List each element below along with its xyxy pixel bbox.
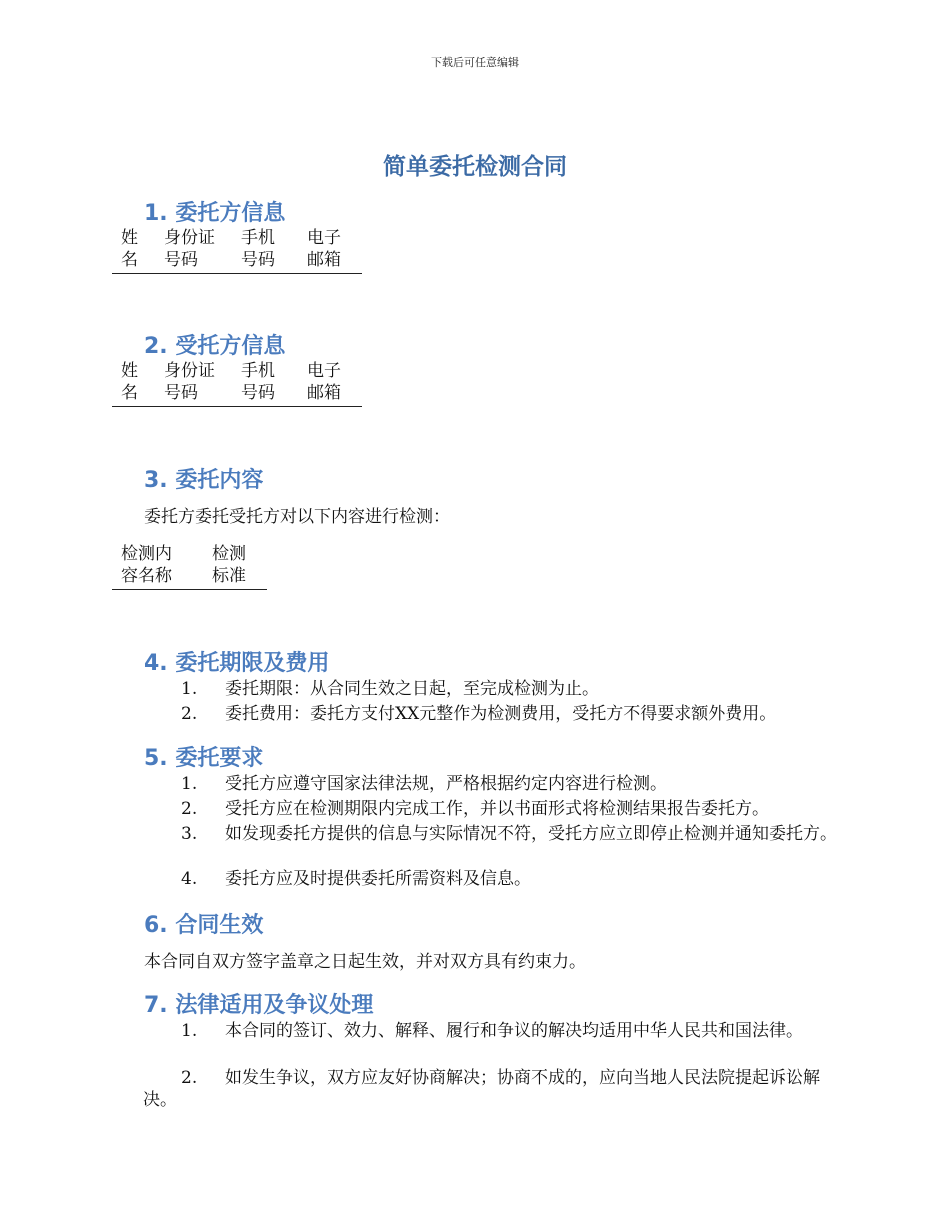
section-1-heading: 1. 委托方信息	[144, 201, 286, 226]
client-info-table	[112, 227, 362, 274]
list-item-text: 委托方应及时提供委托所需资料及信息。	[225, 869, 531, 889]
table-header-email: 电子邮箱	[307, 361, 341, 403]
list-item-number: 2.	[181, 1068, 198, 1088]
list-item-text: 委托费用：委托方支付XX元整作为检测费用，受托方不得要求额外费用。	[225, 704, 777, 724]
list-item-text: 如发生争议，双方应友好协商解决；协商不成的，应向当地人民法院提起诉讼解决。	[143, 1068, 820, 1110]
list-item-text: 如发现委托方提供的信息与实际情况不符，受托方应立即停止检测并通知委托方。	[225, 824, 837, 844]
section-6-body: 本合同自双方签字盖章之日起生效，并对双方具有约束力。	[144, 952, 586, 972]
document-title: 简单委托检测合同	[383, 154, 567, 180]
list-item-text: 受托方应在检测期限内完成工作，并以书面形式将检测结果报告委托方。	[225, 799, 769, 819]
inspection-content-table	[112, 543, 267, 590]
table-header-phone: 手机号码	[241, 361, 275, 403]
list-item-number: 1.	[181, 1021, 198, 1041]
list-item-number: 1.	[181, 774, 198, 794]
list-item-text: 本合同的签订、效力、解释、履行和争议的解决均适用中华人民共和国法律。	[225, 1021, 803, 1041]
section-4-heading: 4. 委托期限及费用	[144, 651, 330, 676]
section-7-heading: 7. 法律适用及争议处理	[144, 993, 374, 1018]
table-header-content-name: 检测内容名称	[121, 544, 172, 586]
table-header-id-number: 身份证号码	[164, 228, 215, 270]
section-3-intro: 委托方委托受托方对以下内容进行检测：	[144, 507, 450, 527]
list-item-number: 4.	[181, 869, 198, 889]
list-item	[143, 798, 843, 820]
list-item-text: 受托方应遵守国家法律法规，严格根据约定内容进行检测。	[225, 774, 667, 794]
list-item	[143, 773, 843, 795]
table-header-name: 姓名	[121, 361, 138, 403]
list-item-number: 3.	[181, 824, 198, 844]
list-item-text: 委托期限：从合同生效之日起，至完成检测为止。	[225, 679, 599, 699]
table-header-standard: 检测标准	[212, 544, 246, 586]
section-5-heading: 5. 委托要求	[144, 746, 264, 771]
list-item-number: 1.	[181, 679, 198, 699]
header-note: 下载后可任意编辑	[431, 56, 519, 69]
list-item-number: 2.	[181, 704, 198, 724]
table-header-email: 电子邮箱	[307, 228, 341, 270]
trustee-info-table	[112, 360, 362, 407]
list-item	[143, 1067, 843, 1111]
table-header-name: 姓名	[121, 228, 138, 270]
table-header-id-number: 身份证号码	[164, 361, 215, 403]
section-6-heading: 6. 合同生效	[144, 913, 264, 938]
section-3-heading: 3. 委托内容	[144, 468, 264, 493]
list-item	[143, 678, 843, 700]
list-item	[143, 703, 843, 725]
list-item	[143, 823, 843, 845]
list-item	[143, 1020, 843, 1042]
list-item-number: 2.	[181, 799, 198, 819]
table-header-phone: 手机号码	[241, 228, 275, 270]
list-item	[143, 868, 843, 890]
section-2-heading: 2. 受托方信息	[144, 334, 286, 359]
